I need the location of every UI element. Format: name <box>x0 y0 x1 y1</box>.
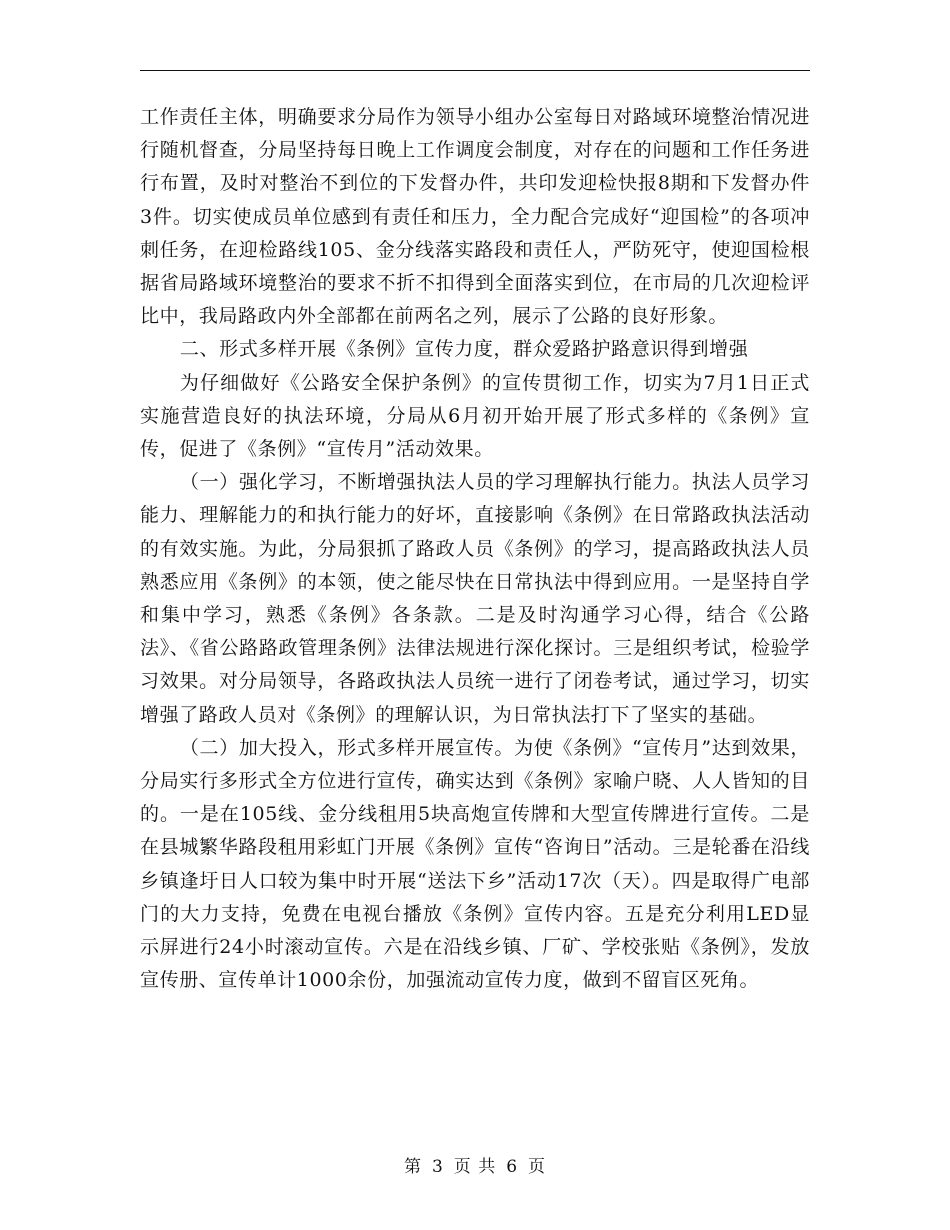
paragraph-1: 工作责任主体，明确要求分局作为领导小组办公室每日对路域环境整治情况进行随机督查，分局坚持每日晚上工作调度会制度，对存在的问题和工作任务进行布置，及时对整治不到位的下发督办件，共印发迎检快报8期和下发督办件3件。切实使成员单位感到有责任和压力，全力配合完成好“迎国检”的各项冲刺任务，在迎检路线105、金分线落实路段和责任人，严防死守，使迎国检根据省局路域环境整治的要求不折不扣得到全面落实到位，在市局的几次迎检评比中，我局路政内外全部都在前两名之列，展示了公路的良好形象。 <box>140 106 810 328</box>
footer-prefix: 第 <box>403 1157 422 1177</box>
total-pages-number: 6 <box>506 1157 519 1177</box>
paragraph-3: 为仔细做好《公路安全保护条例》的宣传贯彻工作，切实为7月1日正式实施营造良好的执法环境，分局从6月初开始开展了形式多样的《条例》宣传，促进了《条例》“宣传月”活动效果。 <box>140 371 810 461</box>
header-rule <box>140 70 810 71</box>
current-page-number: 3 <box>431 1157 444 1177</box>
footer-suffix: 页 <box>528 1157 547 1177</box>
page-footer <box>0 1152 950 1177</box>
document-body <box>140 101 810 997</box>
paragraph-5: （二）加大投入，形式多样开展宣传。为使《条例》“宣传月”达到效果，分局实行多形式全方位进行宣传，确实达到《条例》家喻户晓、人人皆知的目的。一是在105线、金分线租用5块高炮宣传牌和大型宣传牌进行宣传。二是在县城繁华路段租用彩虹门开展《条例》宣传“咨询日”活动。三是轮番在沿线乡镇逢圩日人口较为集中时开展“送法下乡”活动17次（天）。四是取得广电部门的大力支持，免费在电视台播放《条例》宣传内容。五是充分利用LED显示屏进行24小时滚动宣传。六是在沿线乡镇、厂矿、学校张贴《条例》，发放宣传册、宣传单计1000余份，加强流动宣传力度，做到不留盲区死角。 <box>140 736 810 992</box>
section-heading-2: 二、形式多样开展《条例》宣传力度，群众爱路护路意识得到增强 <box>179 338 749 361</box>
footer-middle: 页 共 <box>453 1157 497 1177</box>
paragraph-4: （一）强化学习，不断增强执法人员的学习理解执行能力。执法人员学习能力、理解能力的和执行能力的好坏，直接影响《条例》在日常路政执法活动的有效实施。为此，分局狠抓了路政人员《条例》的学习，提高路政执法人员熟悉应用《条例》的本领，使之能尽快在日常执法中得到应用。一是坚持自学和集中学习，熟悉《条例》各条款。二是及时沟通学习心得，结合《公路法》、《省公路路政管理条例》法律法规进行深化探讨。三是组织考试，检验学习效果。对分局领导，各路政执法人员统一进行了闭卷考试，通过学习，切实增强了路政人员对《条例》的理解认识，为日常执法打下了坚实的基础。 <box>140 471 810 726</box>
